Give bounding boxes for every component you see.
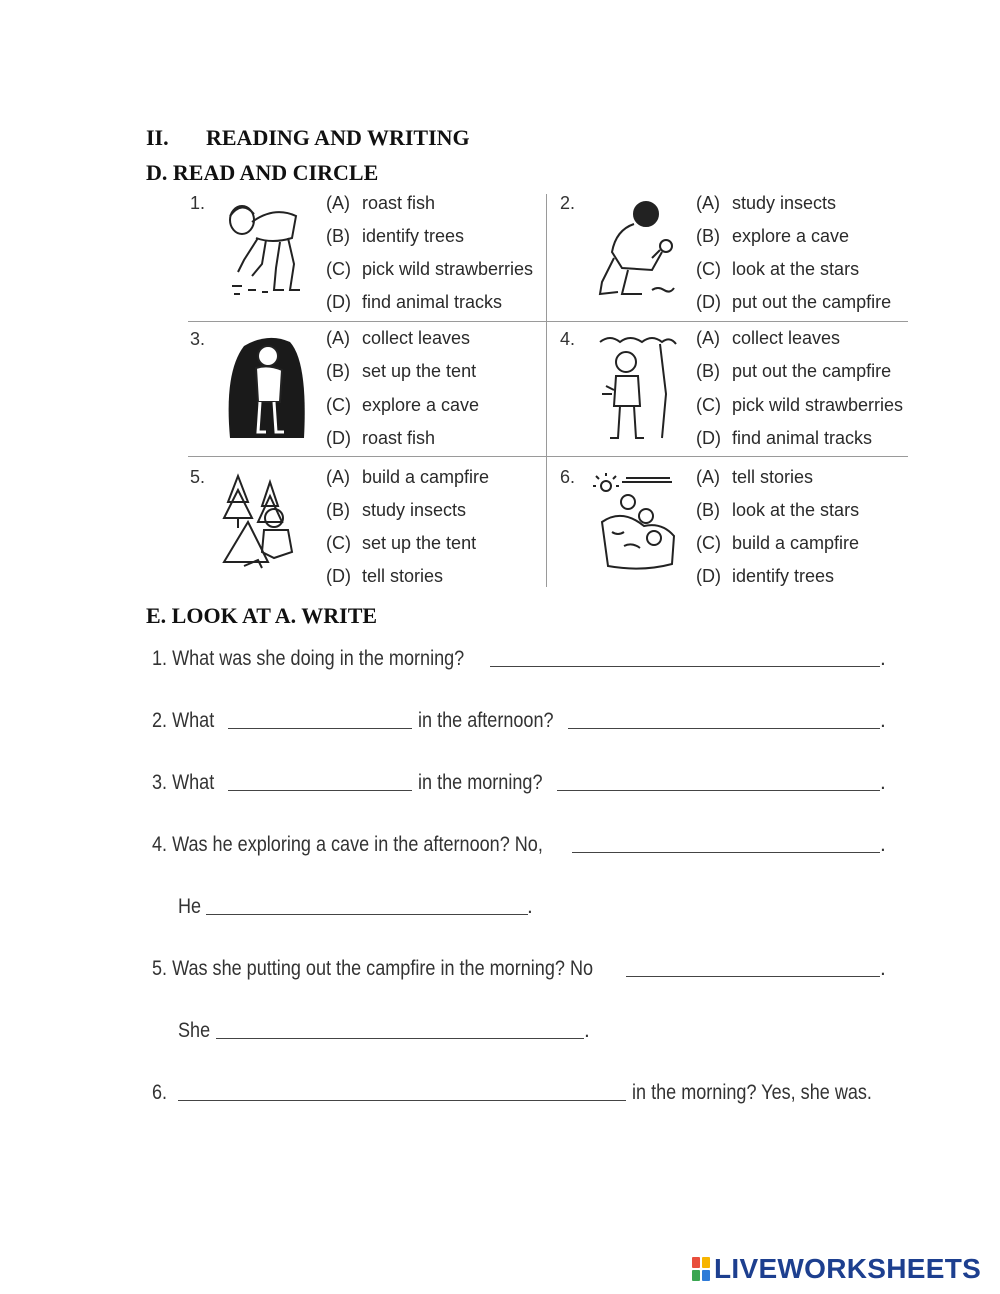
logo-square (702, 1270, 710, 1281)
option-text: tell stories (732, 467, 814, 487)
question-number: 3. (190, 329, 206, 349)
grid-divider-row-2 (188, 456, 908, 457)
answer-blank-2b[interactable] (568, 728, 880, 729)
option-text: roast fish (362, 428, 436, 448)
option-letter: (B) (326, 500, 350, 520)
option-letter: (B) (326, 361, 350, 381)
option-b[interactable] (326, 500, 466, 521)
girl-in-cave-picture (224, 332, 310, 444)
grid-divider-vertical (546, 194, 547, 587)
option-letter: (B) (696, 226, 720, 246)
option-text: pick wild strawberries (732, 395, 904, 415)
option-letter: (A) (696, 328, 720, 348)
option-letter: (D) (696, 428, 721, 448)
option-a[interactable] (696, 467, 813, 488)
question-number: 4. (560, 329, 576, 349)
option-letter: (C) (696, 533, 721, 553)
answer-blank-5a[interactable] (626, 976, 880, 977)
answer-blank-3b[interactable] (557, 790, 880, 791)
option-letter: (A) (326, 193, 350, 213)
write-question-4: 4. Was he exploring a cave in the afternoon? No, (152, 833, 543, 856)
write-question-3-end: in the morning? (418, 771, 543, 794)
option-b[interactable] (326, 361, 476, 382)
logo-square (702, 1257, 710, 1268)
question-number: 1. (190, 193, 206, 213)
write-question-6-number: 6. (152, 1081, 168, 1104)
option-text: put out the campfire (732, 361, 892, 381)
option-letter: (A) (326, 467, 350, 487)
option-text: set up the tent (362, 361, 477, 381)
answer-blank-1[interactable] (490, 666, 880, 667)
option-a[interactable] (326, 193, 435, 214)
answer-blank-4a[interactable] (572, 852, 880, 853)
option-d[interactable] (326, 292, 502, 313)
option-a[interactable] (326, 328, 470, 349)
option-text: study insects (362, 500, 467, 520)
option-text: tell stories (362, 566, 444, 586)
option-letter: (B) (696, 361, 720, 381)
option-text: look at the stars (732, 500, 860, 520)
option-a[interactable] (326, 467, 489, 488)
option-text: build a campfire (362, 467, 490, 487)
option-c[interactable] (696, 533, 859, 554)
write-question-3-start: 3. What (152, 771, 215, 794)
kids-in-sleeping-bags-picture (592, 472, 680, 576)
write-question-5-sub: She (178, 1019, 211, 1042)
logo-square (692, 1270, 700, 1281)
option-text: look at the stars (732, 259, 860, 279)
option-a[interactable] (696, 328, 840, 349)
option-letter: (D) (696, 566, 721, 586)
option-d[interactable] (696, 292, 891, 313)
option-text: collect leaves (362, 328, 471, 348)
option-text: collect leaves (732, 328, 841, 348)
option-letter: (C) (326, 395, 351, 415)
write-question-1: 1. What was she doing in the morning? (152, 647, 465, 670)
section-title: READING AND WRITING (206, 125, 470, 150)
write-question-4-sub: He (178, 895, 202, 918)
option-letter: (B) (696, 500, 720, 520)
answer-blank-2a[interactable] (228, 728, 412, 729)
option-text: pick wild strawberries (362, 259, 534, 279)
answer-blank-3a[interactable] (228, 790, 412, 791)
option-letter: (C) (326, 259, 351, 279)
part-e-title: E. LOOK AT A. WRITE (146, 603, 378, 628)
write-question-5: 5. Was she putting out the campfire in the morning? No (152, 957, 594, 980)
write-question-6-end: in the morning? Yes, she was. (632, 1081, 872, 1104)
option-d[interactable] (326, 428, 435, 449)
option-text: put out the campfire (732, 292, 892, 312)
option-text: identify trees (362, 226, 465, 246)
write-question-2-start: 2. What (152, 709, 215, 732)
option-b[interactable] (326, 226, 464, 247)
answer-blank-6[interactable] (178, 1100, 626, 1101)
option-c[interactable] (326, 259, 533, 280)
option-b[interactable] (696, 500, 859, 521)
option-text: build a campfire (732, 533, 860, 553)
question-number: 6. (560, 467, 576, 487)
option-text: identify trees (732, 566, 835, 586)
option-letter: (D) (696, 292, 721, 312)
option-letter: (A) (696, 193, 720, 213)
option-text: roast fish (362, 193, 436, 213)
liveworksheets-logo-icon (692, 1257, 710, 1281)
option-text: study insects (732, 193, 837, 213)
option-c[interactable] (696, 395, 903, 416)
option-text: find animal tracks (362, 292, 503, 312)
option-letter: (C) (696, 395, 721, 415)
period: . (584, 1019, 590, 1042)
girl-looking-at-ground-picture (222, 198, 314, 304)
option-text: explore a cave (362, 395, 480, 415)
option-letter: (B) (326, 226, 350, 246)
option-letter: (D) (326, 428, 351, 448)
option-c[interactable] (326, 533, 476, 554)
question-number: 2. (560, 193, 576, 213)
period: . (880, 709, 886, 732)
question-number: 5. (190, 467, 206, 487)
option-b[interactable] (696, 226, 849, 247)
option-b[interactable] (696, 361, 891, 382)
option-c[interactable] (326, 395, 479, 416)
answer-blank-4b[interactable] (206, 914, 528, 915)
period: . (880, 957, 886, 980)
period: . (880, 833, 886, 856)
option-d[interactable] (326, 566, 443, 587)
option-text: explore a cave (732, 226, 850, 246)
write-question-2-end: in the afternoon? (418, 709, 554, 732)
section-number: II. (146, 125, 169, 150)
period: . (880, 647, 886, 670)
boy-with-leaves-picture (596, 334, 678, 444)
option-letter: (D) (326, 292, 351, 312)
option-text: set up the tent (362, 533, 477, 553)
option-d[interactable] (696, 566, 834, 587)
boy-with-magnifier-picture (592, 198, 676, 304)
liveworksheets-logo (692, 1253, 981, 1285)
option-letter: (A) (326, 328, 350, 348)
option-letter: (A) (696, 467, 720, 487)
option-d[interactable] (696, 428, 872, 449)
option-c[interactable] (696, 259, 859, 280)
period: . (527, 895, 533, 918)
answer-blank-5b[interactable] (216, 1038, 584, 1039)
part-d-title: D. READ AND CIRCLE (146, 160, 379, 185)
option-letter: (C) (326, 533, 351, 553)
option-a[interactable] (696, 193, 836, 214)
girl-with-tent-picture (218, 472, 310, 572)
logo-square (692, 1257, 700, 1268)
grid-divider-row-1 (188, 321, 908, 322)
option-letter: (C) (696, 259, 721, 279)
brand-name: LIVEWORKSHEETS (714, 1253, 982, 1284)
option-letter: (D) (326, 566, 351, 586)
option-text: find animal tracks (732, 428, 873, 448)
period: . (880, 771, 886, 794)
